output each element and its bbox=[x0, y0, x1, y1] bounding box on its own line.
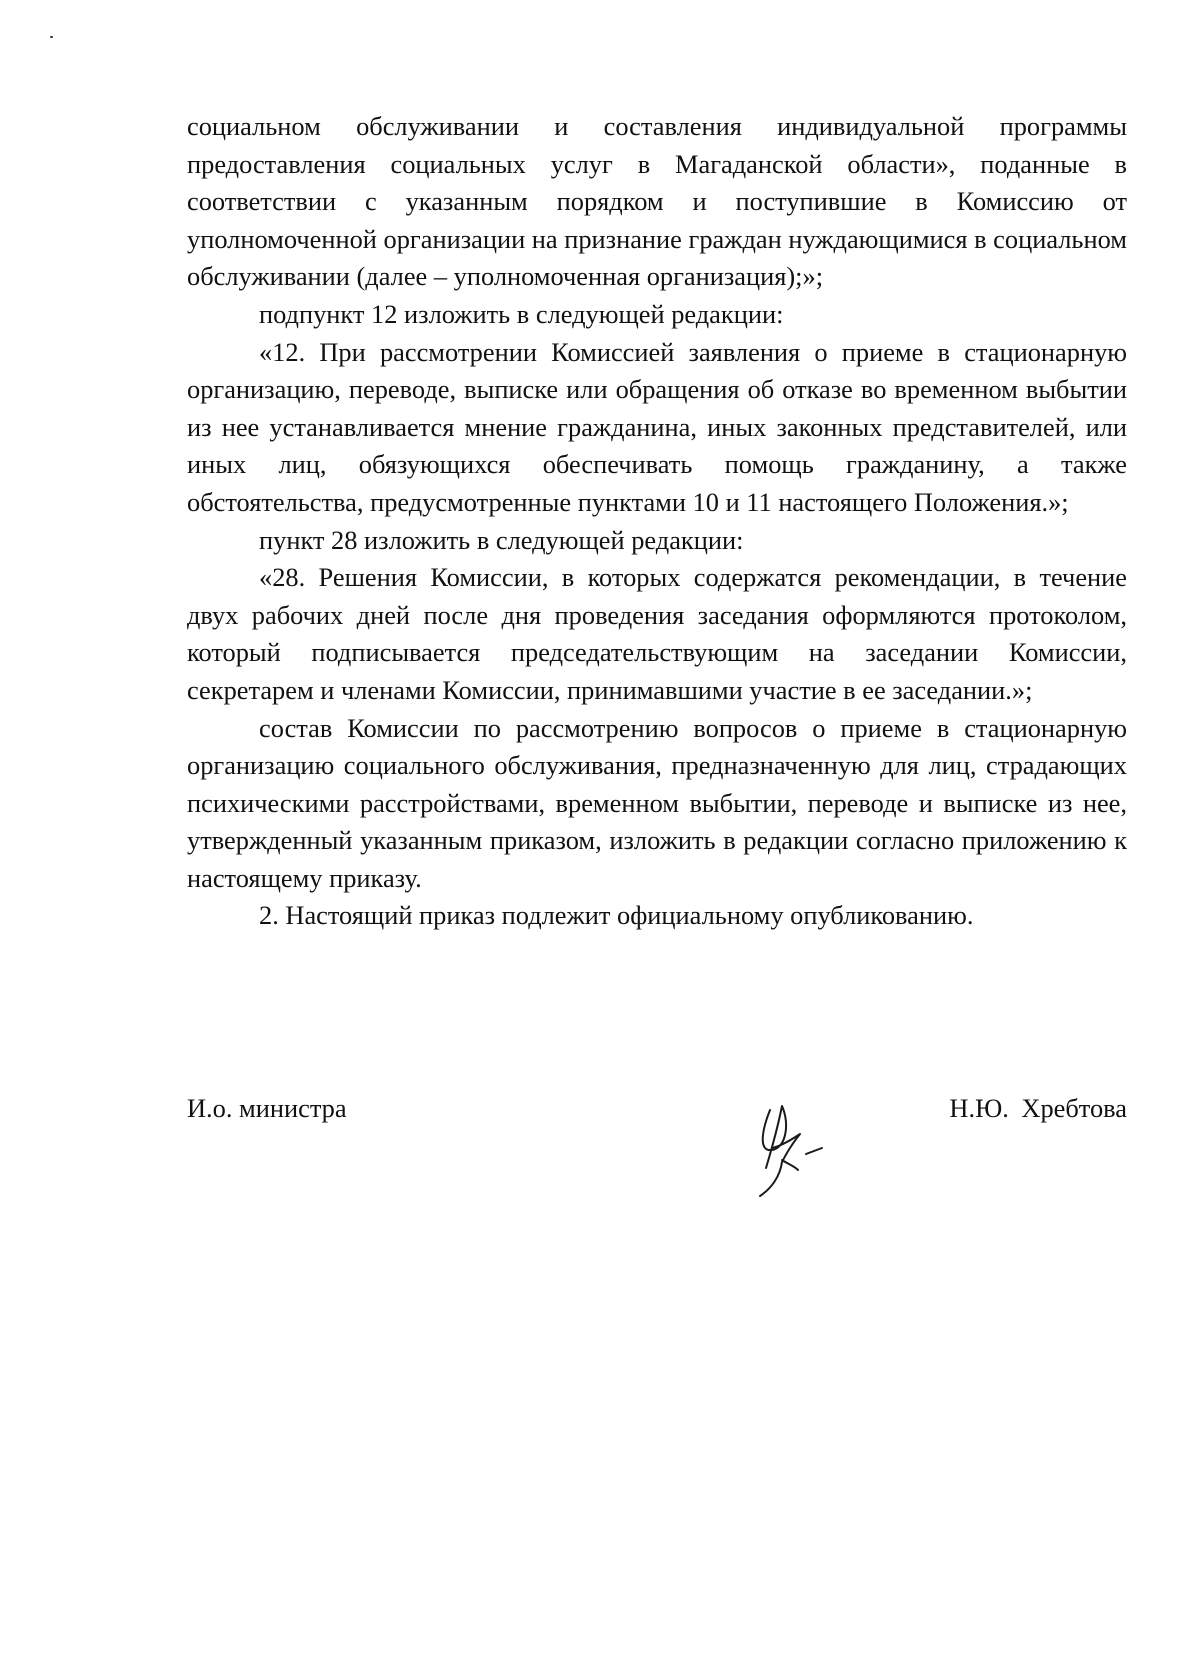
document-body bbox=[187, 108, 1127, 935]
handwritten-signature bbox=[742, 1090, 852, 1200]
signature-block bbox=[187, 1090, 1127, 1130]
scan-artifact-dot bbox=[50, 36, 53, 38]
paragraph-subclause-12-intro: подпункт 12 изложить в следующей редакции: bbox=[259, 298, 784, 329]
paragraph-clause-28-intro: пункт 28 изложить в следующей редакции: bbox=[259, 524, 744, 555]
signatory-name: Н.Ю. Хребтова bbox=[949, 1093, 1127, 1123]
paragraph-continuation: социальном обслуживании и составления индивидуальной программы предоставления социальных услуг в Магаданской области», поданные в соответствии с указанным порядком и поступившие в Комиссию от уполномоченной организации на признание граждан нуждающимися в социальном обслуживании (далее – уполномоченная организация);»; bbox=[187, 111, 1127, 292]
paragraph-clause-28-text: «28. Решения Комиссии, в которых содержатся рекомендации, в течение двух рабочих дней после дня проведения заседания оформляются протоколом, который подписывается председательствующим на заседании Комиссии, секретарем и членами Комиссии, принимавшими участие в ее заседании.»; bbox=[187, 562, 1127, 705]
signatory-position: И.о. министра bbox=[187, 1093, 347, 1123]
paragraph-publication: 2. Настоящий приказ подлежит официальному опубликованию. bbox=[259, 900, 974, 931]
paragraph-subclause-12-text: «12. При рассмотрении Комиссией заявления о приеме в стационарную организацию, переводе, выписке или обращения об отказе во временном выбытии из нее устанавливается мнение гражданина, иных законных представителей, или иных лиц, обязующихся обеспечивать помощь гражданину, а также обстоятельства, предусмотренные пунктами 10 и 11 настоящего Положения.»; bbox=[187, 336, 1127, 517]
paragraph-commission-composition: состав Комиссии по рассмотрению вопросов о приеме в стационарную организацию социального обслуживания, предназначенную для лиц, страдающих психическими расстройствами, временном выбытии, переводе и выписке из нее, утвержденный указанным приказом, изложить в редакции согласно приложению к настоящему приказу. bbox=[187, 712, 1127, 893]
